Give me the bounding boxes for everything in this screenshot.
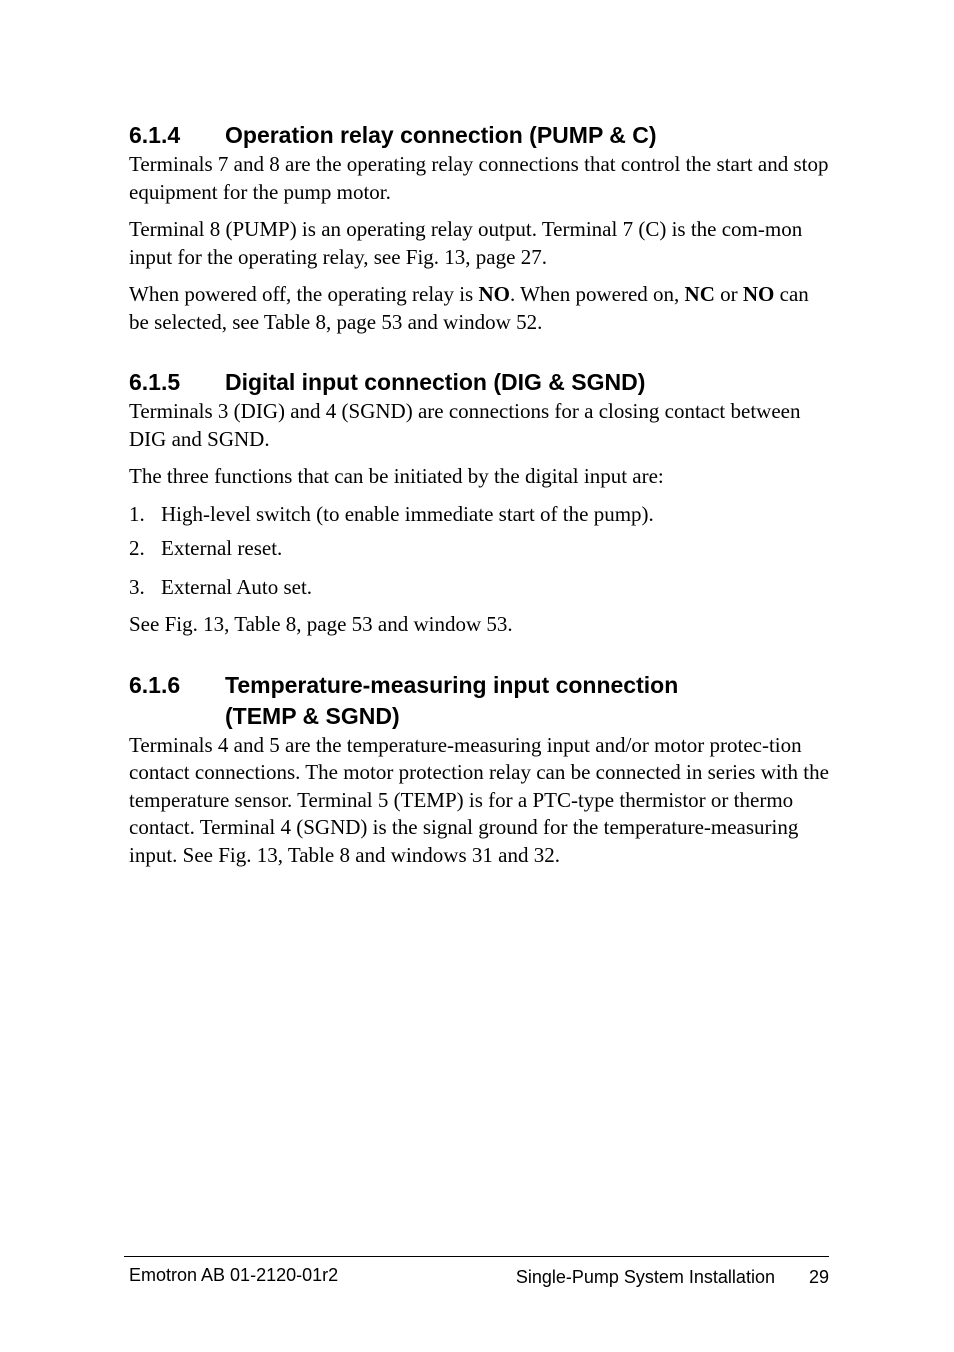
footer-document-id: Emotron AB 01-2120-01r2 xyxy=(129,1265,339,1285)
list-number: 1. xyxy=(129,501,145,526)
bold-term: NO xyxy=(478,282,510,306)
list-number: 2. xyxy=(129,536,145,560)
list-text: High-level switch (to enable immediate start of the pump). xyxy=(161,501,654,526)
section-6-1-5 xyxy=(129,367,829,639)
section-title: Operation relay connection (PUMP & C) xyxy=(225,122,657,148)
paragraph: Terminals 4 and 5 are the temperature-measuring input and/or motor protec-tion contact connections. The motor protection relay can be connected in series with the temperature sensor. Terminal 5 (TEMP) is for a PTC-type thermistor or thermo contact. Terminal 4 (SGND) is the signal ground for the temperature-measuring input. See Fig. 13, Table 8 and windows 31 and 32. xyxy=(129,732,829,867)
section-6-1-4 xyxy=(129,120,829,336)
page-footer xyxy=(124,1256,829,1287)
section-heading xyxy=(129,367,829,398)
section-number: 6.1.4 xyxy=(129,122,181,148)
text-run: can be selected, see Table 8, page 53 and window 52. xyxy=(129,282,809,334)
paragraph: Terminals 7 and 8 are the operating relay connections that control the start and stop equipment for the pump motor. xyxy=(129,152,829,204)
section-6-1-6 xyxy=(129,670,829,870)
section-heading xyxy=(129,120,829,151)
list-text: External reset. xyxy=(161,536,283,560)
paragraph: See Fig. 13, Table 8, page 53 and window 53. xyxy=(129,612,513,636)
section-title: Temperature-measuring input connection (TEMP & SGND) xyxy=(225,671,679,729)
list-text: External Auto set. xyxy=(161,574,313,599)
list-item xyxy=(129,535,829,563)
list-item xyxy=(129,574,829,602)
page-number: 29 xyxy=(808,1267,829,1287)
section-number: 6.1.5 xyxy=(129,369,181,395)
section-heading xyxy=(129,670,829,732)
bold-term: NO xyxy=(742,282,775,306)
footer-right xyxy=(516,1267,829,1288)
paragraph: The three functions that can be initiated by the digital input are: xyxy=(129,464,664,488)
paragraph xyxy=(129,281,829,336)
page-content xyxy=(129,120,829,869)
paragraph: Terminals 3 (DIG) and 4 (SGND) are connections for a closing contact between DIG and SGND. xyxy=(129,399,801,451)
paragraph: Terminal 8 (PUMP) is an operating relay output. Terminal 7 (C) is the com-mon input for the operating relay, see Fig. 13, page 27. xyxy=(129,217,803,269)
section-title: Digital input connection (DIG & SGND) xyxy=(225,369,646,395)
text-run: or xyxy=(714,282,743,306)
bold-term: NC xyxy=(684,282,715,306)
footer-title: Single-Pump System Installation xyxy=(515,1267,775,1287)
list-number: 3. xyxy=(129,574,145,599)
section-number: 6.1.6 xyxy=(129,671,181,698)
list-item xyxy=(129,501,829,529)
text-run: . When powered on, xyxy=(509,282,685,306)
numbered-list xyxy=(129,501,829,602)
text-run: When powered off, the operating relay is xyxy=(129,282,479,306)
